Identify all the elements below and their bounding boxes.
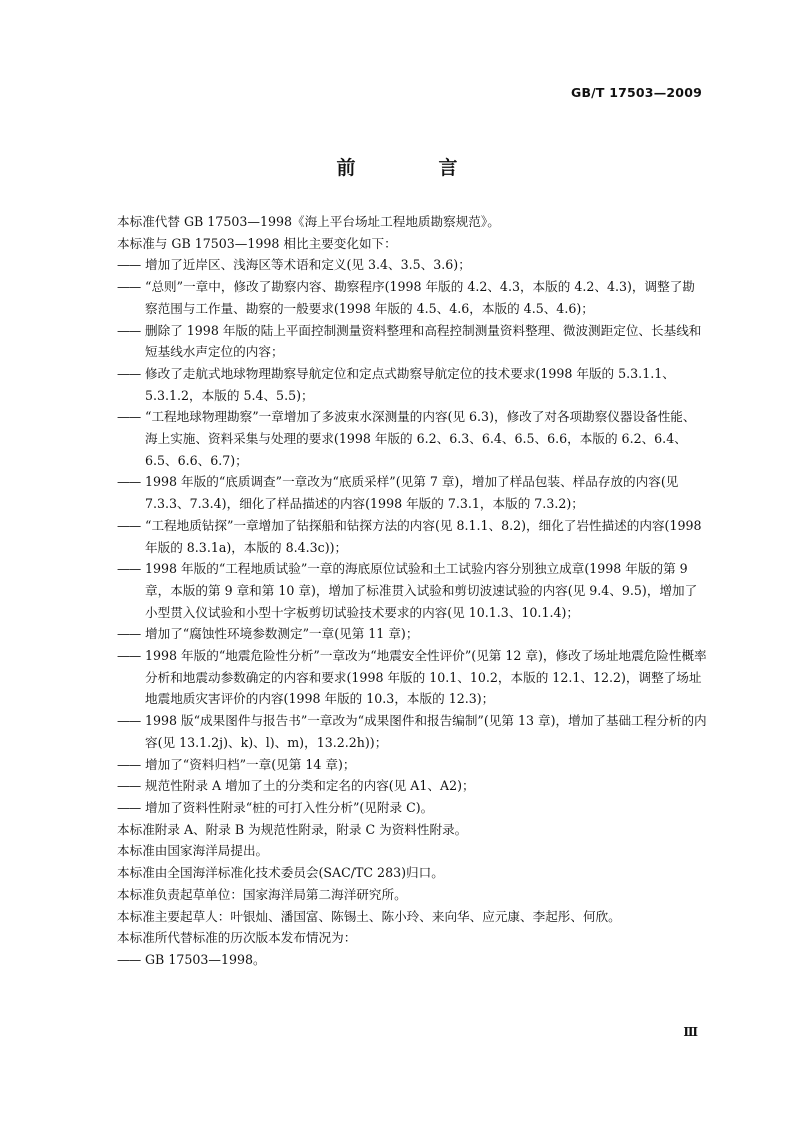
list-dash: —— [117,799,141,815]
list-item [117,710,707,753]
list-item-text: 增加了“资料归档”一章(见第 14 章)； [145,756,356,772]
list-item-text: 增加了近岸区、浅海区等术语和定义(见 3.4、3.5、3.6)； [145,257,471,273]
list-item-text: 规范性附录 A 增加了土的分类和定名的内容(见 A1、A2)； [145,778,475,794]
standard-number: GB/T 17503—2009 [570,85,702,100]
paragraph: 本标准由国家海洋局提出。 [117,843,269,859]
list-dash: —— [117,365,141,381]
list-item-text: “工程地质钻探”一章增加了钻探船和钻探方法的内容(见 8.1.1、8.2)，细化了岩性描述的内容(1998 年版的 8.3.1a)，本版的 8.4.3c))； [145,517,702,555]
list-item-text: 1998 年版的“地震危险性分析”一章改为“地震安全性评价”(见第 12 章)，修改了场址地震危险性概率分析和地震动参数确定的内容和要求(1998 年版的 10.1、10.2，本版的 12.1、12.2)，调整了场址地震地质灾害评价的内容(1998 年版的 10.3，本版的 12.3)； [145,648,707,707]
list-item-text: 删除了 1998 年版的陆上平面控制测量资料整理和高程控制测量资料整理、微波测距定位、长基线和短基线水声定位的内容； [145,322,702,360]
list-dash: —— [117,409,141,425]
list-dash: —— [117,756,141,772]
list-item-text: 增加了“腐蚀性环境参数测定”一章(见第 11 章)； [145,626,419,642]
list-item-text: 修改了走航式地球物理勘察导航定位和定点式勘察导航定位的技术要求(1998 年版的 5.3.1.1、5.3.1.2，本版的 5.4、5.5)； [145,365,675,403]
list-dash: —— [117,322,141,338]
list-dash: —— [117,561,141,577]
list-dash: —— [117,951,141,967]
list-item-text: GB 17503—1998。 [145,951,266,967]
list-item-text: 1998 版“成果图件与报告书”一章改为“成果图件和报告编制”(见第 13 章)，增加了基础工程分析的内容(见 13.1.2j)、k)、l)、m)，13.2.2h))； [145,713,707,750]
list-item-text: “总则”一章中，修改了勘察内容、勘察程序(1998 年版的 4.2、4.3，本版的 4.2、4.3)，调整了勘察范围与工作量、勘察的一般要求(1998 年版的 4.5、4.6，本版的 4.5、4.6)； [145,279,695,316]
list-item [117,775,707,797]
list-item [117,797,707,819]
list-item [117,645,707,710]
list-item [117,320,707,363]
list-dash: —— [117,648,141,664]
page-number: Ⅲ [683,1025,698,1039]
list-dash: —— [117,279,141,295]
list-item-text: “工程地球物理勘察”一章增加了多波束水深测量的内容(见 6.3)，修改了对各项勘察仪器设备性能、海上实施、资料采集与处理的要求(1998 年版的 6.2、6.3、6.4、6.5、6.6，本版的 6.2、6.4、6.5、6.6、6.7)； [145,409,696,468]
list-item [117,276,707,319]
list-dash: —— [117,626,141,642]
list-item [117,363,707,406]
list-item [117,754,707,776]
paragraph: 本标准所代替标准的历次版本发布情况为： [117,930,357,946]
paragraph: 本标准附录 A、附录 B 为规范性附录，附录 C 为资料性附录。 [117,821,468,837]
list-dash: —— [117,517,141,533]
list-item [117,254,707,276]
list-dash: —— [117,257,141,273]
page-title: 前 言 [336,157,490,179]
list-item-text: 增加了资料性附录“桩的可打入性分析”(见附录 C)。 [145,799,434,815]
paragraph: 本标准负责起草单位：国家海洋局第二海洋研究所。 [117,886,407,902]
list-item-text: 1998 年版的“底质调查”一章改为“底质采样”(见第 7 章)，增加了样品包装、样品存放的内容(见 7.3.3、7.3.4)，细化了样品描述的内容(1998 年版的 7.3.1，本版的 7.3.2)； [145,474,679,512]
list-dash: —— [117,778,141,794]
paragraph: 本标准由全国海洋标准化技术委员会(SAC/TC 283)归口。 [117,865,444,881]
paragraph: 本标准主要起草人：叶银灿、潘国富、陈锡土、陈小玲、来向华、应元康、李起彤、何欣。 [117,908,621,924]
list-item [117,471,707,514]
paragraph: 本标准与 GB 17503—1998 相比主要变化如下： [117,235,397,251]
document-body [117,211,707,971]
list-item [117,515,707,558]
list-dash: —— [117,474,141,490]
list-item [117,406,707,471]
list-item [117,623,707,645]
list-item [117,949,707,971]
list-item [117,558,707,623]
paragraph: 本标准代替 GB 17503—1998《海上平台场址工程地质勘察规范》。 [117,214,500,229]
list-item-text: 1998 年版的“工程地质试验”一章的海底原位试验和土工试验内容分别独立成章(1998 年版的第 9 章，本版的第 9 章和第 10 章)，增加了标准贯入试验和剪切波速试验的内容(见 9.4、9.5)，增加了小型贯入仪试验和小型十字板剪切试验技术要求的内容(见 10.1.3、10.1.4)； [145,561,698,620]
list-dash: —— [117,713,141,729]
